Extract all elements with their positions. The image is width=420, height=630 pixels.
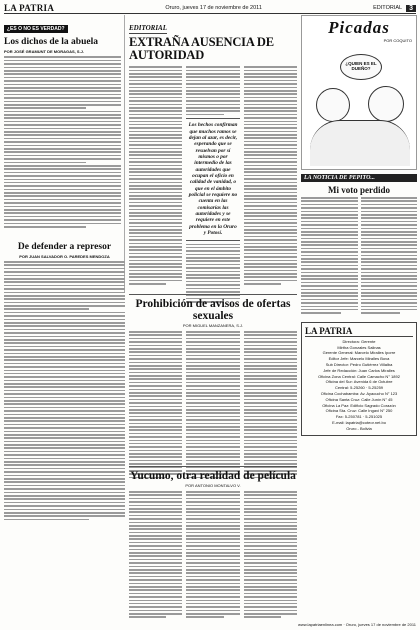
directory-line: Central: 5-25260 · 5-25259 <box>334 385 384 391</box>
column-title: Los dichos de la abuela <box>4 37 98 47</box>
editorial-block <box>129 15 297 292</box>
directory-line: Jefe de Redacción: Juan Carlos Miralles <box>323 367 395 373</box>
column-body <box>4 56 121 227</box>
pull-quote: Los hechos confirman que muchos ramos se dejan al azar, es decir, esperando que se resuelvan por sí mismos o por intermedio de las autoridades que ocupan el oficio en calidad de vanidad, o que en el ámbito policial se requiere no cuenta en las comisarías las autoridades y se requiere en este problema en la Oruro y Potosí. <box>186 118 239 240</box>
article-author: POR MIGUEL MANZANERA, S.J. <box>182 323 244 328</box>
directory-line: Oficina Zona Central: Calle Camacho N° 1892 <box>318 373 400 379</box>
noticia-label: LA NOTICIA DE PEPITO... <box>301 174 417 182</box>
directory-line: Mirtha Gonzales Salinas <box>337 344 381 350</box>
editorial-label: EDITORIAL <box>129 24 167 32</box>
directory-line: Oficina La Paz: Edificio Sagrado Corazón <box>322 402 396 408</box>
article-title: Prohibición de avisos de ofertas sexuales <box>135 298 291 322</box>
directory-line: E-mail: lapatria@coteor.net.bo <box>332 420 386 426</box>
column-author: POR JOSÉ GRAMUNT DE MORAGAS, S.J. <box>4 49 85 55</box>
section-label: EDITORIAL <box>373 5 403 11</box>
cartoon-panel <box>301 15 417 170</box>
character-bodies <box>310 120 410 166</box>
directory-line: Oficina del Sur: Avenida 6 de Octubre <box>325 379 393 385</box>
directory-line: Oficina Santa Cruz: Calle Junín N° 45 <box>325 396 393 402</box>
directory-line: Oruro - Bolivia <box>346 425 372 431</box>
character-head-left <box>316 88 350 122</box>
page-number: 3 <box>406 5 416 12</box>
directory-line: Sub Director: Pedro Gutiérrez Villalba <box>325 362 393 368</box>
directory-logo: LA PATRIA <box>305 326 413 337</box>
masthead-logo: LA PATRIA <box>4 3 55 13</box>
ofertas-article <box>129 294 297 478</box>
directory-box <box>301 322 417 436</box>
article-author: POR ANTONIO MONTALVO V. <box>185 483 241 488</box>
speech-bubble: ¿QUIEN ES EL DUEÑO? <box>340 54 382 80</box>
directory-line: Gerente General: Marcelo Miralles Iporre <box>322 350 396 356</box>
header-date: Oruro, jueves 17 de noviembre de 2011 <box>165 5 262 11</box>
yucumo-article <box>129 466 297 618</box>
directory-line: Oficina Cochabamba: Av. Ayacucho N° 123 <box>320 391 398 397</box>
editorial-title: EXTRAÑA AUSENCIA DE AUTORIDAD <box>129 35 274 63</box>
noticia-title: Mi voto perdido <box>328 185 390 195</box>
editorial-col-3 <box>244 66 297 302</box>
right-column <box>301 15 417 627</box>
article-title: Yucumo, otra realidad de película <box>130 470 296 482</box>
cartoon-title: Picadas <box>328 18 390 37</box>
page-header <box>4 3 416 14</box>
defensor-title: De defender a represor <box>17 242 112 252</box>
page-footer: www.lapatriaenlinea.com · Oruro, jueves 17 de noviembre de 2011 <box>298 622 416 627</box>
directory-line: Fax: 5-250781 · 5-251025 <box>335 414 383 420</box>
directory-line: Oficina Sta. Cruz: Calle Ingavi N° 250 <box>325 408 393 414</box>
directory-line: Editor Jefe: Marcelo Miralles Bova <box>328 356 390 362</box>
cartoon-byline: POR COQUITO <box>383 38 412 43</box>
character-head-right <box>368 86 404 122</box>
directory-line: Directora: Gerente <box>342 338 376 344</box>
column-kicker: ¿ES O NO ES VERDAD? <box>4 25 68 33</box>
defensor-author: POR JUAN SALVADOR O. PAREDES MENDOZA <box>19 254 110 259</box>
editorial-col-1 <box>129 66 182 302</box>
editorial-col-2 <box>186 66 239 302</box>
defensor-article <box>4 238 125 520</box>
